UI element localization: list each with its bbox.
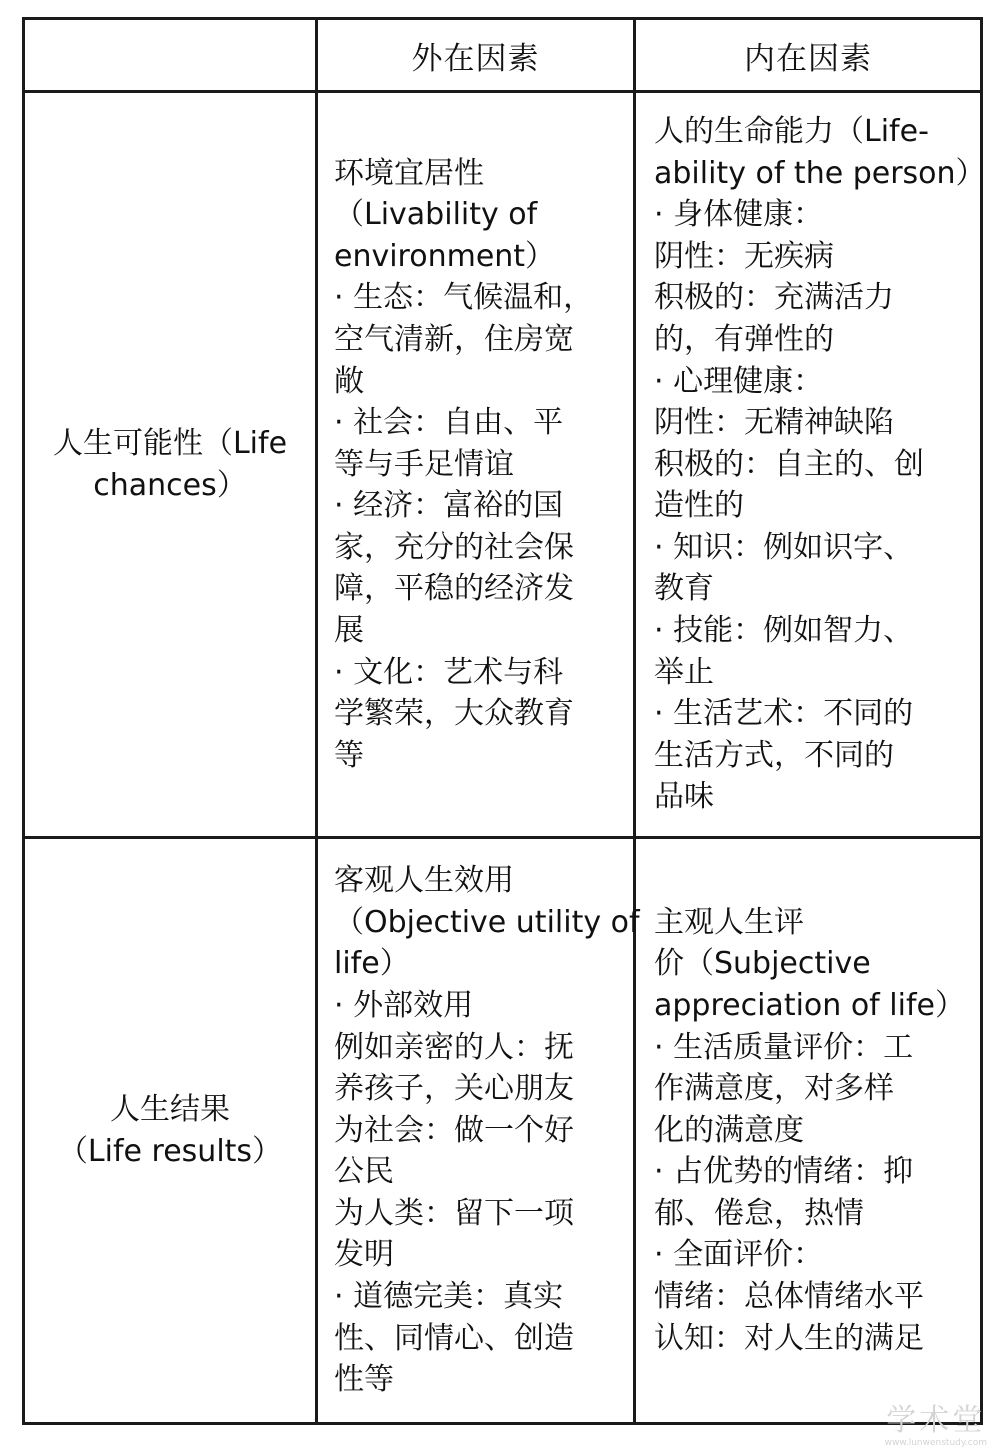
text-line: life） [334,946,410,982]
text-line: 情绪：总体情绪水平 [654,1279,924,1315]
text-line: 障，平稳的经济发 [334,571,574,607]
text-line: · 外部效用 [334,987,474,1023]
text-line: · 道德完美：真实 [334,1279,564,1315]
text-line: 公民 [334,1154,394,1190]
text-line: · 生活艺术：不同的 [654,696,914,732]
text-line: ability of the person） [654,155,986,191]
text-line: 造性的 [654,488,744,524]
life-ability-text-block [636,111,986,818]
cell-subjective-appreciation-of-life [635,838,982,1424]
text-line: 等 [334,737,364,773]
text-line: 客观人生效用 [334,863,514,899]
text-line: 阴性：无精神缺陷 [654,405,894,441]
watermark-text: 学术堂 [886,1403,986,1438]
text-line: · 社会：自由、平 [334,405,564,441]
text-line: 人生结果 [110,1091,230,1127]
livability-text-block [318,153,633,777]
text-line: 人的生命能力（Life- [654,113,929,149]
text-line: 性、同情心、创造 [334,1320,574,1356]
text-line: · 文化：艺术与科 [334,654,564,690]
text-line: · 技能：例如智力、 [654,613,914,649]
text-line: 主观人生评 [654,904,804,940]
text-line: （Livability of [334,197,538,233]
text-line: 化的满意度 [654,1112,804,1148]
text-line: · 占优势的情绪：抑 [654,1154,914,1190]
text-line: 品味 [654,779,714,815]
text-line: 环境宜居性 [334,155,484,191]
objective-utility-text-block [318,860,640,1401]
cell-livability-of-environment [317,92,635,838]
row-label-life-chances [25,423,315,506]
text-line: 教育 [654,571,714,607]
table-row-life-results [24,838,982,1424]
text-line: 为社会：做一个好 [334,1112,574,1148]
text-line: 发明 [334,1237,394,1273]
text-line: · 身体健康： [654,197,824,233]
text-line: 家，充分的社会保 [334,529,574,565]
header-cell-outer-factors [317,19,635,92]
text-line: chances） [93,467,247,503]
text-line: · 全面评价： [654,1237,824,1273]
text-line: 敞 [334,363,364,399]
header-inner-factors: 内在因素 [744,40,872,77]
cell-objective-utility-of-life [317,838,640,1424]
text-line: 人生可能性（Life [52,425,288,461]
row-label-cell-life-chances [24,92,317,838]
text-line: 阴性：无疾病 [654,238,834,274]
text-line: 积极的：自主的、创 [654,446,924,482]
text-line: 为人类：留下一项 [334,1195,574,1231]
row-label-cell-life-results [24,838,317,1424]
text-line: · 生活质量评价：工 [654,1029,914,1065]
row-label-life-results [25,1089,315,1172]
quality-of-life-table [22,17,986,1425]
text-line: environment） [334,238,556,274]
cell-life-ability-of-person [635,92,986,838]
header-outer-factors: 外在因素 [411,40,540,77]
text-line: 养孩子，关心朋友 [334,1071,574,1107]
text-line: 生活方式，不同的 [654,737,894,773]
text-line: 展 [334,613,364,649]
watermark [885,1404,987,1449]
text-line: 作满意度，对多样 [654,1071,894,1107]
text-line: appreciation of life） [654,987,965,1023]
text-line: 例如亲密的人：抚 [334,1029,574,1065]
header-cell-inner-factors [635,19,982,92]
text-line: （Life results） [57,1133,283,1169]
text-line: （Objective utility of [334,904,640,940]
text-line: 郁、倦怠，热情 [654,1195,864,1231]
text-line: 的，有弹性的 [654,321,834,357]
text-line: · 心理健康： [654,363,824,399]
text-line: · 知识：例如识字、 [654,529,914,565]
text-line: 性等 [334,1362,394,1398]
quality-of-life-table-wrapper [22,17,986,1422]
text-line: 价（Subjective [654,946,871,982]
header-corner-cell [24,19,317,92]
text-line: · 生态：气候温和， [334,280,594,316]
text-line: 积极的：充满活力 [654,280,894,316]
text-line: 认知：对人生的满足 [654,1320,924,1356]
table-row-life-chances [24,92,982,838]
text-line: 空气清新，住房宽 [334,321,574,357]
text-line: 学繁荣，大众教育 [334,696,574,732]
watermark-url: www.lunwenstudy.com [884,1438,987,1448]
subjective-appreciation-text-block [636,902,980,1360]
text-line: · 经济：富裕的国 [334,488,564,524]
text-line: 等与手足情谊 [334,446,514,482]
text-line: 举止 [654,654,714,690]
table-header-row [24,19,982,92]
